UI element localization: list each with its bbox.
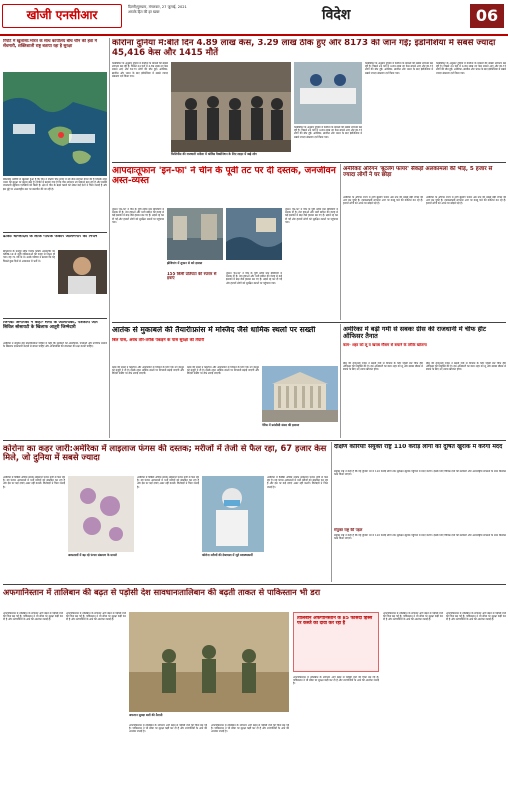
- fungus-story: [3, 444, 328, 463]
- column-rule: [340, 164, 341, 320]
- china-photo-caption: झेजियांग में तूफान से बने हालात: [167, 261, 203, 265]
- afghan-body-col2: अफगानिस्तान में तालिबान के लगातार आगे बढ़ने से पड़ोसी देशों की चिंता बढ़ गई है। पाकिस्तान ने भी सीमा पर सुरक्षा कड़ी कर दी है और शरणार्थियों के आने की आशंका जताई है।: [66, 612, 126, 622]
- fungus-micro-photo: [68, 476, 134, 552]
- column-rule: [109, 38, 110, 438]
- vaccination-queue-photo: [171, 62, 291, 152]
- newspaper-logo: खोजी एनसीआर: [2, 4, 122, 28]
- china-body-col3: तूफान 'इन-फा' ने चीन के पूर्वी तटीय प्रांत झेजियांग में दस्तक दी है। तेज हवाओं और भारी बारिश की वजह से कई इलाकों में बाढ़ जैसे हालात बन गए हैं। उड़ानें रद्द कर दी गईं और हजारों लोगों को सुरक्षित स्थानों पर पहुंचाया गया।: [226, 272, 282, 285]
- china-headline: आपदाःतूफान 'इन-फा' ने चीन के पूर्वी तट पर दी दस्तक, जनजीवन अस्त-व्यस्त: [112, 166, 336, 187]
- parliament-photo: [262, 366, 338, 422]
- afghan-body-col1: अफगानिस्तान में तालिबान के लगातार आगे बढ़ने से पड़ोसी देशों की चिंता बढ़ गई है। पाकिस्तान ने भी सीमा पर सुरक्षा कड़ी कर दी है और शरणार्थियों के आने की आशंका जताई है।: [3, 612, 63, 622]
- fungus-body-col5: अमेरिका में कैंडिडा ऑरिस नामक लाइलाज फंगस तेजी से फैल रहा है। यह फंगस अस्पतालों में भर्ती मरीजों को संक्रमित कर रहा है और इस पर कई दवाएं असर नहीं करतीं। विशेषज्ञों ने चिंता जताई है।: [267, 476, 328, 489]
- france-body-col2: फ्रांस की संसद ने कट्टरपंथ और आतंकवाद से निपटने के लिए एक नए कानून को मंजूरी दे दी है। इसके तहत धार्मिक स्थलों पर निगरानी बढ़ाई जाएगी और विदेशी फंडिंग पर रोक लगाई जाएगी।: [187, 366, 259, 376]
- afghan-callout: [293, 612, 379, 672]
- lead-body-col4: वर्ल्डोमीटर के अनुसार दुनिया में कोरोना के मामलों की संख्या लगातार बढ़ रही है। पिछले 24 घंटों में 4.89 लाख नए केस सामने आए और 8173 लोगों की मौत हुई। अमेरिका, ब्राजील और भारत के बाद इंडोनेशिया में सबसे ज्यादा संक्रमण दर्ज किया गया।: [365, 62, 433, 75]
- divider: [3, 584, 506, 585]
- lead-body-col3: वर्ल्डोमीटर के अनुसार दुनिया में कोरोना के मामलों की संख्या लगातार बढ़ रही है। पिछले 24 घंटों में 4.89 लाख नए केस सामने आए और 8173 लोगों की मौत हुई। अमेरिका, ब्राजील और भारत के बाद इंडोनेशिया में सबसे ज्यादा संक्रमण दर्ज किया गया।: [294, 126, 362, 139]
- column-rule: [331, 442, 332, 582]
- afghan-body-col6: अफगानिस्तान में तालिबान के लगातार आगे बढ़ने से पड़ोसी देशों की चिंता बढ़ गई है। पाकिस्तान ने भी सीमा पर सुरक्षा कड़ी कर दी है और शरणार्थियों के आने की आशंका जताई है।: [383, 612, 443, 622]
- lead-body-col5: वर्ल्डोमीटर के अनुसार दुनिया में कोरोना के मामलों की संख्या लगातार बढ़ रही है। पिछले 24 घंटों में 4.89 लाख नए केस सामने आए और 8173 लोगों की मौत हुई। अमेरिका, ब्राजील और भारत के बाद इंडोनेशिया में सबसे ज्यादा संक्रमण दर्ज किया गया।: [436, 62, 506, 75]
- oregon-body-col1: अमेरिका के ऑरेगन राज्य में लगी बूटलेग फायर अब तक की सबसे बड़ी जंगल की आग बन चुकी है। दमकलकर्मी लगातार आग पर काबू पाने की कोशिश कर रहे हैं। हजारों लोगों को अपने घर छोड़ने पड़े हैं।: [343, 196, 423, 206]
- afghan-callout-text: तालिबान अफगानिस्तान के 85 फीसदी हिस्से पर कब्जे का दावा कर रहा है: [297, 616, 373, 627]
- china-stat: 155 किमी प्रतिघंटा की रफ्तार से हवाएं: [167, 272, 217, 281]
- bangladesh-story: [3, 235, 107, 240]
- oregon-headline: अमेरिकाः ऑरेगन 'बूटलेग फायर' सैकड़ों अलकामला की भीड़, 5 हजार से ज्यादा लोगों ने घर छोड़ा: [343, 166, 493, 179]
- un-body-1: संयुक्त राष्ट्र ने कहा है कि वह दुनिया भर में 110 करोड़ लोगों तक सुरक्षित खुराक पहुंचाने में मदद करेगा। इसके लिए विभिन्न देशों की सरकारों और अंतरराष्ट्रीय संगठनों के साथ मिलकर काम किया जाएगा।: [334, 470, 506, 477]
- france-story: [112, 326, 338, 342]
- afghan-body-col7: अफगानिस्तान में तालिबान के लगातार आगे बढ़ने से पड़ोसी देशों की चिंता बढ़ गई है। पाकिस्तान ने भी सीमा पर सुरक्षा कड़ी कर दी है और शरणार्थियों के आने की आशंका जताई है।: [446, 612, 506, 622]
- dateline-tagline: आपके हित की हर खबर: [128, 10, 160, 14]
- un-headline: दक्षिण कोरियाः संयुक्त राष्ट्र 110 करोड़ लोगों को दूषित खुराक में करेगा मदद: [334, 444, 503, 450]
- dateline-date: दिल्ली/गुरुग्राम, मंगलवार, 27 जुलाई, 2021: [128, 5, 187, 9]
- fungus-caption-1: अस्पतालों में बढ़ रहे फंगल संक्रमण के मामले: [68, 553, 117, 557]
- left-story-headline: रिपोर्ट में खुलासा:भारत के साथ कार्यालय बीच चीन की हवा में सेंधमारी, शक्तिशाली राष्ट्र बताया रहा है सुरक्षा: [3, 39, 98, 48]
- afghan-body-col4: अफगानिस्तान में तालिबान के लगातार आगे बढ़ने से पड़ोसी देशों की चिंता बढ़ गई है। पाकिस्तान ने भी सीमा पर सुरक्षा कड़ी कर दी है और शरणार्थियों के आने की आशंका जताई है।: [211, 724, 289, 734]
- china-body-col1: तूफान 'इन-फा' ने चीन के पूर्वी तटीय प्रांत झेजियांग में दस्तक दी है। तेज हवाओं और भारी बारिश की वजह से कई इलाकों में बाढ़ जैसे हालात बन गए हैं। उड़ानें रद्द कर दी गईं और हजारों लोगों को सुरक्षित स्थानों पर पहुंचाया गया।: [112, 208, 164, 224]
- france-body-col1: फ्रांस की संसद ने कट्टरपंथ और आतंकवाद से निपटने के लिए एक नए कानून को मंजूरी दे दी है। इसके तहत धार्मिक स्थलों पर निगरानी बढ़ाई जाएगी और विदेशी फंडिंग पर रोक लगाई जाएगी।: [112, 366, 184, 376]
- covid-ward-photo: [294, 62, 362, 124]
- left-story: [3, 39, 105, 48]
- china-story: [112, 166, 338, 187]
- afghan-body-col3: अफगानिस्तान में तालिबान के लगातार आगे बढ़ने से पड़ोसी देशों की चिंता बढ़ गई है। पाकिस्तान ने भी सीमा पर सुरक्षा कड़ी कर दी है और शरणार्थियों के आने की आशंका जताई है।: [129, 724, 207, 734]
- afghan-photo-caption: अफगान सुरक्षा बलों की तैनाती: [129, 713, 163, 717]
- dateline: [128, 5, 298, 15]
- divider: [3, 440, 506, 441]
- greece-body-col1: ग्रीस की राजधानी एथेंस ने बढ़ती गर्मी से निपटने के लिए पहली बार चीफ हीट ऑफिसर की नियुक्ति की है। इस अधिकारी का काम शहर को लू और खराब मौसम से बचाने के लिए नए उपाय खोजना होगा।: [343, 362, 423, 372]
- un-subhead: संयुक्त राष्ट्र की पहल: [334, 528, 363, 532]
- typhoon-waves-photo: [226, 208, 282, 260]
- fungus-body-col1: अमेरिका में कैंडिडा ऑरिस नामक लाइलाज फंगस तेजी से फैल रहा है। यह फंगस अस्पतालों में भर्ती मरीजों को संक्रमित कर रहा है और इस पर कई दवाएं असर नहीं करतीं। विशेषज्ञों ने चिंता जताई है।: [3, 476, 65, 489]
- flooded-street-photo: [167, 208, 223, 260]
- divider: [3, 232, 107, 233]
- masthead: [0, 0, 508, 36]
- satellite-map-photo: [3, 72, 107, 176]
- health-worker-photo: [202, 476, 264, 552]
- lead-body-col1: वर्ल्डोमीटर के अनुसार दुनिया में कोरोना के मामलों की संख्या लगातार बढ़ रही है। पिछले 24 घंटों में 4.89 लाख नए केस सामने आए और 8173 लोगों की मौत हुई। अमेरिका, ब्राजील और भारत के बाद इंडोनेशिया में सबसे ज्यादा संक्रमण दर्ज किया गया।: [112, 62, 168, 78]
- afghan-forces-photo: [129, 612, 289, 712]
- china-body-col4: तूफान 'इन-फा' ने चीन के पूर्वी तटीय प्रांत झेजियांग में दस्तक दी है। तेज हवाओं और भारी बारिश की वजह से कई इलाकों में बाढ़ जैसे हालात बन गए हैं। उड़ानें रद्द कर दी गईं और हजारों लोगों को सुरक्षित स्थानों पर पहुंचाया गया।: [285, 208, 338, 224]
- geneva-story: [3, 321, 107, 331]
- singer-portrait: [58, 250, 107, 294]
- oregon-body-col2: अमेरिका के ऑरेगन राज्य में लगी बूटलेग फायर अब तक की सबसे बड़ी जंगल की आग बन चुकी है। दमकलकर्मी लगातार आग पर काबू पाने की कोशिश कर रहे हैं। हजारों लोगों को अपने घर छोड़ने पड़े हैं।: [426, 196, 506, 206]
- france-photo-caption: पेरिस में फ्रांसीसी संसद की इमारत: [262, 423, 300, 427]
- fungus-caption-2: कोरोना मरीजों की देखभाल में जुटे स्वास्थ्यकर्मी: [202, 553, 253, 557]
- divider: [112, 322, 506, 323]
- lead-photo-caption: फिलिपींस की राजधानी मनीला में कोविड वैक्सीनेशन के लिए लाइन में खड़े लोग: [171, 152, 257, 156]
- greece-story: [343, 326, 506, 348]
- oregon-story: [343, 166, 506, 179]
- bangladesh-body: बांग्लादेश के मशहूर लोक गायक फकीर आलमगीर का कोविड-19 से जुड़ी जटिलताओं की वजह से निधन हो गया। वह 71 वर्ष के थे। उनके परिवार ने बताया कि वह पिछले कुछ दिनों से अस्पताल में भर्ती थे।: [3, 250, 55, 263]
- geneva-body: अमेरिका ने संयुक्त राष्ट्र मानवाधिकार परिषद में कहा कि सरकारों को आलोचकों, पत्रकारों और नागरिक समाज के खिलाफ दमनकारी कदमों से बचना चाहिए और अभिव्यक्ति की स्वतंत्रता की रक्षा करनी चाहिए।: [3, 342, 107, 349]
- section-title: विदेश: [322, 7, 351, 23]
- greece-body-col2: ग्रीस की राजधानी एथेंस ने बढ़ती गर्मी से निपटने के लिए पहली बार चीफ हीट ऑफिसर की नियुक्ति की है। इस अधिकारी का काम शहर को लू और खराब मौसम से बचाने के लिए नए उपाय खोजना होगा।: [426, 362, 506, 372]
- page-number: 06: [470, 4, 504, 28]
- france-headline: आतंक से मुकाबले की तैयारीःफ्रांस में मस्जिद जैसे धार्मिक स्थलों पर सख्ती: [112, 326, 316, 334]
- geneva-headline: जिनेवाः अमेरिका ने कहा- सत्ता के आलोचकों, पत्रकारों और सिविल सोसायटी के खिलाफ आतुरी जिम्मेदारी: [3, 321, 98, 330]
- column-rule: [340, 324, 341, 438]
- france-kicker: बिल पास, अवैध तौर-तरीके पकड़ने के पास सुरक्षा की तैयारी: [112, 337, 205, 342]
- lead-story: [112, 39, 506, 58]
- un-body-2: संयुक्त राष्ट्र ने कहा है कि वह दुनिया भर में 110 करोड़ लोगों तक सुरक्षित खुराक पहुंचाने में मदद करेगा। इसके लिए विभिन्न देशों की सरकारों और अंतरराष्ट्रीय संगठनों के साथ मिलकर काम किया जाएगा।: [334, 534, 506, 541]
- greece-kicker: काम- शहर को लू व खराब मौसम से बचाने के तरीके खोजना: [343, 343, 427, 348]
- bangladesh-headline: ढाकाः बांग्लादेश के लोक गायक फकीर आलमगीर का निधन: [3, 235, 98, 239]
- left-story-body: सैटेलाइट तस्वीरों से खुलासा हुआ है कि चीन ने दक्षिण चीन सागर में नई सैन्य संरचना तैयार की है जिसके तहत भारत की सुरक्षा पर खतरा बढ़ा है। रिपोर्ट में बताया गया है कि चीन लगातार नए ठिकाने बना रहा है और इसकी जानकारी खुफिया एजेंसियों को मिली है। क्षेत्र में चीन के बढ़ते कब्जे को लेकर कई देशों ने चिंता जताई है और इस मुद्दे पर अंतरराष्ट्रीय स्तर पर बातचीत की जा रही है।: [3, 178, 107, 191]
- fungus-headline: कोरोना का कहर जारी:अमेरिका में लाइलाज फंगस की दस्तक; मरीजों में तेजी से फैल रहा, 67 हजार केस मिले, जो दुनिया में सबसे ज्यादा: [3, 444, 327, 463]
- afghan-body-col5: अफगानिस्तान में तालिबान के लगातार आगे बढ़ने से पड़ोसी देशों की चिंता बढ़ गई है। पाकिस्तान ने भी सीमा पर सुरक्षा कड़ी कर दी है और शरणार्थियों के आने की आशंका जताई है।: [293, 676, 379, 686]
- lead-headline: कोरोना दुनिया में:बीते दिन 4.89 लाख केस, 3.29 लाख ठीक हुए और 8173 की जान गई; इंडोनेशिया में सबसे ज्यादा 45,416 केस और 1415 मौतें: [112, 39, 496, 58]
- un-story: [334, 444, 506, 451]
- greece-headline: अमेरिका में बढ़ी गर्मी से सबकः ग्रीस की राजधानी में चीफ हीट ऑफिसर तैनात: [343, 326, 486, 341]
- divider: [112, 162, 506, 163]
- afghan-story: [3, 588, 506, 597]
- divider: [3, 318, 107, 319]
- fungus-body-col3: अमेरिका में कैंडिडा ऑरिस नामक लाइलाज फंगस तेजी से फैल रहा है। यह फंगस अस्पतालों में भर्ती मरीजों को संक्रमित कर रहा है और इस पर कई दवाएं असर नहीं करतीं। विशेषज्ञों ने चिंता जताई है।: [137, 476, 199, 489]
- afghan-headline: अफगानिस्तान में तालिबान की बढ़त से पड़ोसी देश सावधानःतालिबान की बढ़ती ताकत से पाकिस्तान भी डरा: [3, 588, 321, 597]
